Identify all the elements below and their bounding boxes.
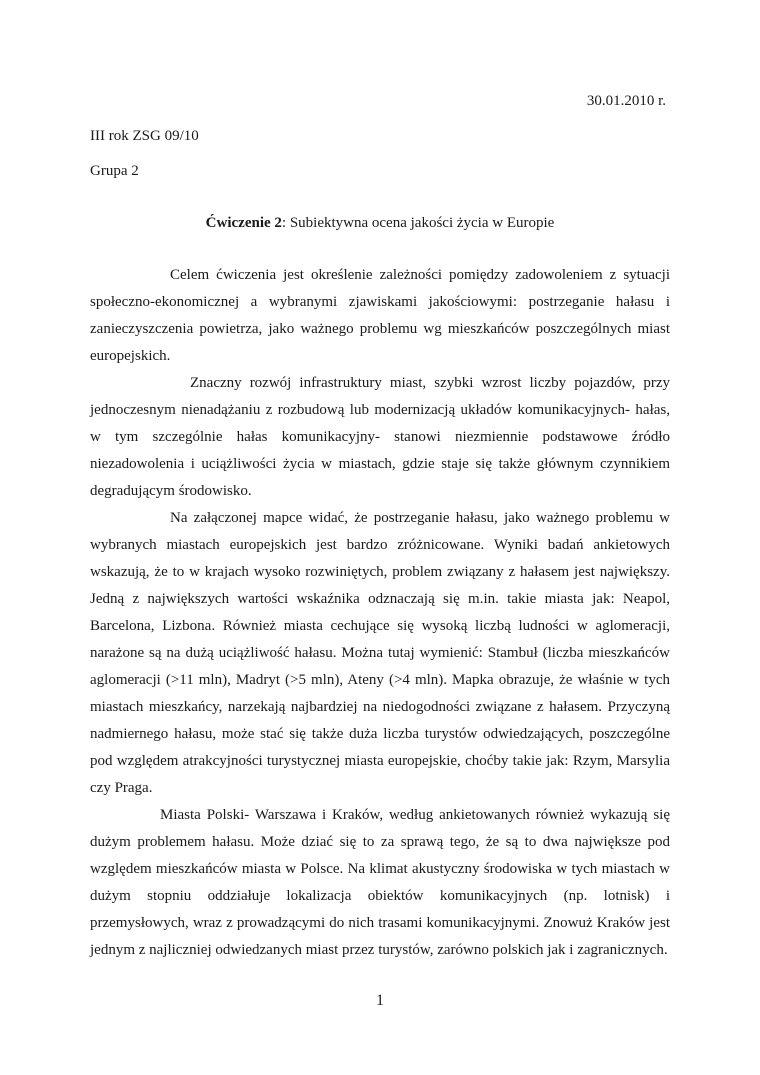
paragraph-4: Miasta Polski- Warszawa i Kraków, według ankietowanych również wykazują się dużym problemem hałasu. Może dziać się to za sprawą tego, że są to dwa największe pod względem mieszkańców miasta w Polsce. Na klimat akustyczny środowiska w tych miastach w dużym stopniu oddziałuje lokalizacja obiektów komunikacyjnych (np. lotnisk) i przemysłowych, wraz z prowadzącymi do nich trasami komunikacyjnymi. Znowuż Kraków jest jednym z najliczniej odwiedzanych miast przez turystów, zarówno polskich jak i zagranicznych. xyxy=(90,807,670,958)
document-date: 30.01.2010 r. xyxy=(586,93,666,109)
page-number: 1 xyxy=(376,992,384,1009)
group-label: Grupa 2 xyxy=(90,163,139,179)
exercise-title xyxy=(90,212,670,234)
exercise-title-bold: Ćwiczenie 2 xyxy=(205,215,282,231)
paragraph-2: Znaczny rozwój infrastruktury miast, szybki wzrost liczby pojazdów, przy jednoczesnym nienadążaniu z rozbudową lub modernizacją układów komunikacyjnych- hałas, w tym szczególnie hałas komunikacyjny- stanowi niezmiennie podstawowe źródło niezadowolenia i uciążliwości życia w miastach, gdzie staje się także głównym czynnikiem degradującym środowisko. xyxy=(90,375,670,499)
document-body xyxy=(90,262,670,964)
paragraph-1: Celem ćwiczenia jest określenie zależności pomiędzy zadowoleniem z sytuacji społeczno-ekonomicznej a wybranymi zjawiskami jakościowymi: postrzeganie hałasu i zanieczyszczenia powietrza, jako ważnego problemu wg mieszkańców poszczególnych miast europejskich. xyxy=(90,267,670,364)
exercise-title-rest: : Subiektywna ocena jakości życia w Europie xyxy=(281,215,555,231)
course-year: III rok ZSG 09/10 xyxy=(90,128,199,144)
paragraph-3: Na załączonej mapce widać, że postrzeganie hałasu, jako ważnego problemu w wybranych miastach europejskich jest bardzo zróżnicowane. Wyniki badań ankietowych wskazują, że to w krajach wysoko rozwiniętych, problem związany z hałasem jest największy. Jedną z największych wartości wskaźnika odznaczają się m.in. takie miasta jak: Neapol, Barcelona, Lizbona. Również miasta cechujące się wysoką liczbą ludności w aglomeracji, narażone są na dużą uciążliwość hałasu. Można tutaj wymienić: Stambuł (liczba mieszkańców aglomeracji (>11 mln), Madryt (>5 mln), Ateny (>4 mln). Mapka obrazuje, że właśnie w tych miastach mieszkańcy, narzekają najbardziej na niedogodności związane z hałasem. Przyczyną nadmiernego hałasu, może stać się także duża liczba turystów odwiedzających, poszczególne pod względem atrakcyjności turystycznej miasta europejskie, choćby takie jak: Rzym, Marsylia czy Praga. xyxy=(90,510,670,796)
